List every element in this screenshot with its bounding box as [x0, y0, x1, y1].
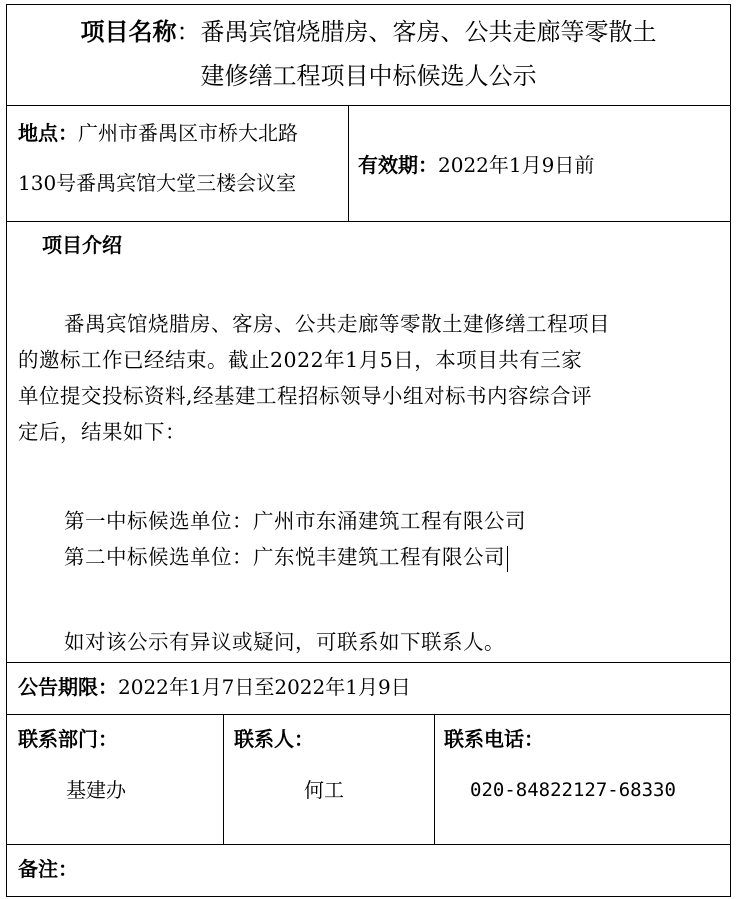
rule-contacts	[6, 844, 731, 845]
rule-intro	[6, 662, 731, 663]
project-title-line-1	[10, 10, 727, 54]
candidate-first: 第一中标候选单位：广州市东涌建筑工程有限公司	[64, 509, 526, 533]
text-cursor	[507, 546, 508, 572]
phone-value: 020-84822127-68330	[470, 779, 676, 801]
project-name-part-2: 建修缮工程项目中标候选人公示	[200, 62, 537, 90]
location-line-1: 广州市番禺区市桥大北路	[78, 121, 298, 145]
remarks-label: 备注：	[18, 857, 78, 881]
location-label: 地点：	[18, 121, 78, 145]
person-value: 何工	[304, 778, 344, 802]
intro-paragraph-line: 单位提交投标资料,经基建工程招标领导小组对标书内容综合评	[18, 384, 593, 408]
intro-paragraph	[18, 306, 728, 450]
intro-paragraph-line: 番禺宾馆烧腊房、客房、公共走廊等零散土建修缮工程项目	[64, 312, 610, 336]
rule-location	[6, 221, 731, 222]
notice-document	[6, 4, 731, 897]
candidate-second-row	[64, 539, 724, 575]
validity-label: 有效期：	[358, 153, 438, 177]
period-value: 2022年1月7日至2022年1月9日	[118, 675, 411, 699]
intro-paragraph-line: 的邀标工作已经结束。截止2022年1月5日，本项目共有三家	[18, 348, 583, 372]
candidate-second: 第二中标候选单位：广东悦丰建筑工程有限公司	[64, 545, 505, 569]
rule-title	[6, 105, 731, 106]
period-cell	[18, 674, 411, 700]
rule-contact-divider-1	[223, 714, 224, 844]
project-title	[10, 10, 727, 98]
phone-label: 联系电话：	[444, 727, 544, 751]
validity-cell	[358, 152, 594, 178]
person-label: 联系人：	[234, 727, 314, 751]
location-line-2: 130号番禺宾馆大堂三楼会议室	[18, 171, 297, 195]
location-cell	[18, 120, 298, 146]
intro-heading: 项目介绍	[42, 233, 122, 257]
rule-period	[6, 714, 731, 715]
rule-location-divider	[348, 105, 349, 221]
intro-paragraph-line: 定后，结果如下：	[18, 420, 186, 444]
candidate-list	[64, 503, 724, 575]
period-label: 公告期限：	[18, 675, 118, 699]
department-label: 联系部门：	[18, 727, 118, 751]
department-value: 基建办	[66, 778, 126, 802]
validity-value: 2022年1月9日前	[438, 153, 595, 177]
project-name-part-1: 番禺宾馆烧腊房、客房、公共走廊等零散土	[200, 18, 657, 46]
project-name-label: 项目名称	[80, 18, 177, 46]
contact-note: 如对该公示有异议或疑问，可联系如下联系人。	[64, 630, 505, 654]
rule-contact-divider-2	[434, 714, 435, 844]
project-name-colon: ：	[176, 18, 201, 46]
